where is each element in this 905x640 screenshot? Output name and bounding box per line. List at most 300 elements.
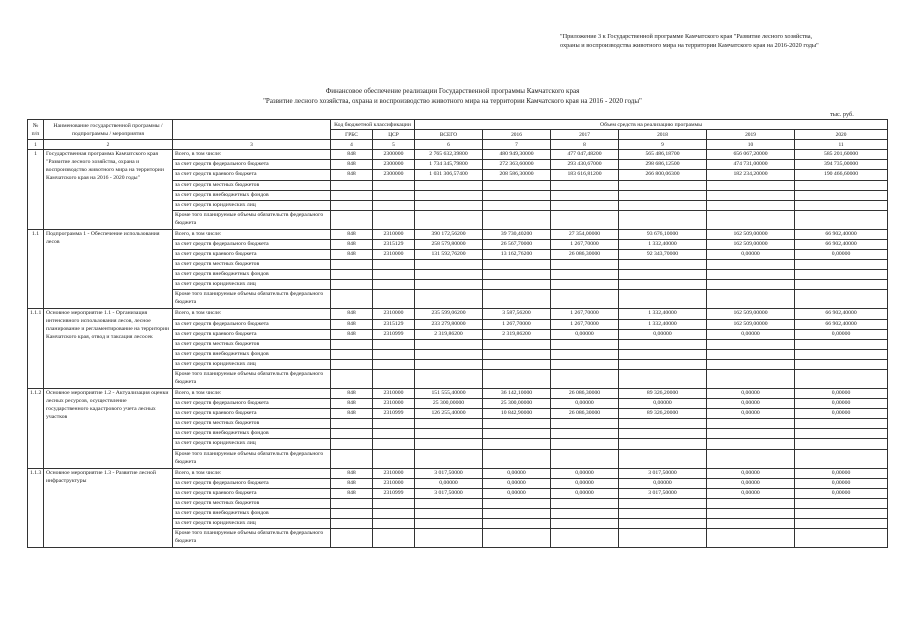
amount-cell: 0,00000 bbox=[619, 399, 707, 409]
amount-cell bbox=[483, 508, 551, 518]
amount-cell: 126 255,40000 bbox=[415, 409, 483, 419]
csr-code bbox=[373, 270, 415, 280]
amount-cell bbox=[483, 260, 551, 270]
funding-source: за счет средств внебюджетных фондов bbox=[173, 508, 331, 518]
amount-cell bbox=[619, 369, 707, 388]
amount-cell: 27 354,00000 bbox=[551, 229, 619, 239]
csr-code: 2310000 bbox=[373, 250, 415, 260]
amount-cell bbox=[707, 529, 795, 548]
amount-cell bbox=[619, 180, 707, 190]
amount-cell bbox=[707, 359, 795, 369]
header-name: Наименование государственной программы / подпрограммы / мероприятия bbox=[44, 120, 173, 140]
header-2019: 2019 bbox=[707, 130, 795, 140]
amount-cell: 477 047,48200 bbox=[551, 150, 619, 160]
csr-code: 2310000 bbox=[373, 229, 415, 239]
funding-source: за счет средств краевого бюджета bbox=[173, 170, 331, 180]
csr-code bbox=[373, 210, 415, 229]
amount-cell: 162 509,00000 bbox=[707, 239, 795, 249]
amount-cell: 0,00000 bbox=[551, 478, 619, 488]
program-name: Подпрограмма 1 - Обеспечение использования лесов bbox=[44, 229, 173, 309]
amount-cell: 0,00000 bbox=[707, 409, 795, 419]
amount-cell: 1 734 345,79800 bbox=[415, 160, 483, 170]
header-code: Код бюджетной классификации bbox=[331, 120, 415, 130]
amount-cell bbox=[551, 349, 619, 359]
amount-cell bbox=[795, 290, 888, 309]
grbs-code: 848 bbox=[331, 319, 373, 329]
funding-source: за счет средств местных бюджетов bbox=[173, 339, 331, 349]
header-2018: 2018 bbox=[619, 130, 707, 140]
csr-code bbox=[373, 519, 415, 529]
amount-cell bbox=[415, 439, 483, 449]
csr-code bbox=[373, 498, 415, 508]
table-row bbox=[28, 468, 888, 478]
amount-cell bbox=[619, 270, 707, 280]
csr-code bbox=[373, 180, 415, 190]
csr-code: 2310000 bbox=[373, 309, 415, 319]
amount-cell bbox=[415, 200, 483, 210]
grbs-code bbox=[331, 349, 373, 359]
amount-cell bbox=[707, 260, 795, 270]
amount-cell bbox=[483, 439, 551, 449]
csr-code bbox=[373, 349, 415, 359]
csr-code: 2310999 bbox=[373, 409, 415, 419]
appendix-note-line: "Приложение 3 к Государственной программе Камчатского края "Развитие лесного хозяйства, bbox=[560, 33, 813, 40]
funding-source: за счет средств внебюджетных фондов bbox=[173, 270, 331, 280]
funding-source: Всего, в том числе: bbox=[173, 388, 331, 398]
amount-cell bbox=[707, 349, 795, 359]
header-2017: 2017 bbox=[551, 130, 619, 140]
amount-cell: 93 676,10000 bbox=[619, 229, 707, 239]
amount-cell: 162 509,00000 bbox=[707, 229, 795, 239]
amount-cell: 0,00000 bbox=[707, 399, 795, 409]
amount-cell: 162 509,00000 bbox=[707, 319, 795, 329]
csr-code bbox=[373, 508, 415, 518]
amount-cell bbox=[483, 529, 551, 548]
amount-cell bbox=[415, 419, 483, 429]
amount-cell bbox=[795, 339, 888, 349]
table-row bbox=[28, 309, 888, 319]
amount-cell: 1 267,70000 bbox=[483, 319, 551, 329]
amount-cell bbox=[619, 200, 707, 210]
amount-cell bbox=[483, 190, 551, 200]
amount-cell bbox=[551, 280, 619, 290]
amount-cell: 0,00000 bbox=[795, 468, 888, 478]
header-index-cell: 11 bbox=[795, 140, 888, 150]
amount-cell bbox=[483, 369, 551, 388]
amount-cell: 0,00000 bbox=[707, 388, 795, 398]
amount-cell: 25 300,00000 bbox=[483, 399, 551, 409]
amount-cell bbox=[795, 180, 888, 190]
amount-cell: 2 765 632,39800 bbox=[415, 150, 483, 160]
grbs-code: 848 bbox=[331, 468, 373, 478]
row-number: 1.1 bbox=[28, 229, 44, 309]
row-number: 1 bbox=[28, 150, 44, 230]
amount-cell: 26 567,70000 bbox=[483, 239, 551, 249]
funding-source: за счет средств юридических лиц bbox=[173, 519, 331, 529]
amount-cell: 151 555,40000 bbox=[415, 388, 483, 398]
amount-cell: 0,00000 bbox=[551, 488, 619, 498]
amount-cell: 474 731,00000 bbox=[707, 160, 795, 170]
amount-cell bbox=[707, 280, 795, 290]
grbs-code bbox=[331, 439, 373, 449]
header-index-cell: 3 bbox=[173, 140, 331, 150]
document-title bbox=[0, 86, 905, 106]
amount-cell bbox=[551, 508, 619, 518]
amount-cell bbox=[551, 529, 619, 548]
amount-cell bbox=[483, 290, 551, 309]
amount-cell bbox=[483, 519, 551, 529]
funding-source: за счет средств местных бюджетов bbox=[173, 260, 331, 270]
amount-cell: 3 017,50000 bbox=[415, 468, 483, 478]
grbs-code bbox=[331, 210, 373, 229]
amount-cell: 3 017,50000 bbox=[619, 468, 707, 478]
amount-cell bbox=[619, 359, 707, 369]
amount-cell bbox=[483, 359, 551, 369]
grbs-code bbox=[331, 190, 373, 200]
amount-cell: 0,00000 bbox=[707, 488, 795, 498]
amount-cell bbox=[619, 449, 707, 468]
amount-cell bbox=[483, 210, 551, 229]
amount-cell bbox=[619, 429, 707, 439]
grbs-code: 848 bbox=[331, 329, 373, 339]
amount-cell bbox=[551, 429, 619, 439]
amount-cell: 10 842,90000 bbox=[483, 409, 551, 419]
appendix-note bbox=[560, 32, 890, 50]
amount-cell bbox=[795, 270, 888, 280]
grbs-code: 848 bbox=[331, 239, 373, 249]
amount-cell bbox=[619, 529, 707, 548]
grbs-code: 848 bbox=[331, 150, 373, 160]
amount-cell bbox=[415, 280, 483, 290]
amount-cell bbox=[619, 439, 707, 449]
amount-cell bbox=[619, 498, 707, 508]
grbs-code bbox=[331, 449, 373, 468]
amount-cell: 480 949,30000 bbox=[483, 150, 551, 160]
amount-cell bbox=[551, 419, 619, 429]
row-number: 1.1.1 bbox=[28, 309, 44, 389]
csr-code: 2310000 bbox=[373, 468, 415, 478]
funding-source: за счет средств краевого бюджета bbox=[173, 250, 331, 260]
amount-cell: 3 017,50000 bbox=[415, 488, 483, 498]
amount-cell bbox=[619, 260, 707, 270]
csr-code bbox=[373, 200, 415, 210]
funding-source: за счет средств федерального бюджета bbox=[173, 160, 331, 170]
amount-cell: 565 486,18700 bbox=[619, 150, 707, 160]
table-row bbox=[28, 388, 888, 398]
amount-cell bbox=[795, 190, 888, 200]
amount-cell bbox=[483, 429, 551, 439]
program-name: Основное мероприятие 1.2 - Актуализация оценки лесных ресурсов, осуществление государственного кадастрового учета лесных участков bbox=[44, 388, 173, 468]
funding-source: за счет средств краевого бюджета bbox=[173, 329, 331, 339]
amount-cell bbox=[551, 210, 619, 229]
amount-cell bbox=[795, 498, 888, 508]
amount-cell bbox=[795, 359, 888, 369]
amount-cell bbox=[619, 519, 707, 529]
amount-cell: 89 326,20000 bbox=[619, 409, 707, 419]
amount-cell bbox=[707, 429, 795, 439]
amount-cell bbox=[795, 369, 888, 388]
amount-cell: 266 800,06300 bbox=[619, 170, 707, 180]
funding-source: за счет средств федерального бюджета bbox=[173, 399, 331, 409]
amount-cell bbox=[483, 498, 551, 508]
header-index-cell: 5 bbox=[373, 140, 415, 150]
grbs-code: 848 bbox=[331, 478, 373, 488]
csr-code: 2310000 bbox=[373, 478, 415, 488]
amount-cell bbox=[415, 349, 483, 359]
amount-cell: 13 162,76200 bbox=[483, 250, 551, 260]
funding-source: Кроме того планируемые объемы обязательств федерального бюджета bbox=[173, 290, 331, 309]
funding-source: за счет средств внебюджетных фондов bbox=[173, 429, 331, 439]
amount-cell bbox=[707, 439, 795, 449]
funding-source: Кроме того планируемые объемы обязательств федерального бюджета bbox=[173, 449, 331, 468]
csr-code bbox=[373, 429, 415, 439]
amount-cell: 1 332,40000 bbox=[619, 309, 707, 319]
grbs-code bbox=[331, 419, 373, 429]
funding-source: Всего, в том числе: bbox=[173, 150, 331, 160]
amount-cell bbox=[551, 339, 619, 349]
grbs-code: 848 bbox=[331, 388, 373, 398]
amount-cell: 89 326,20000 bbox=[619, 388, 707, 398]
amount-cell bbox=[551, 439, 619, 449]
header-index-row bbox=[28, 140, 888, 150]
csr-code: 2310000 bbox=[373, 388, 415, 398]
amount-cell bbox=[707, 180, 795, 190]
grbs-code bbox=[331, 519, 373, 529]
csr-code bbox=[373, 419, 415, 429]
grbs-code bbox=[331, 359, 373, 369]
amount-cell bbox=[707, 498, 795, 508]
amount-cell bbox=[707, 339, 795, 349]
amount-cell bbox=[551, 519, 619, 529]
header-total: ВСЕГО bbox=[415, 130, 483, 140]
funding-source: за счет средств местных бюджетов bbox=[173, 498, 331, 508]
table-body bbox=[28, 150, 888, 548]
header-index-cell: 1 bbox=[28, 140, 44, 150]
amount-cell bbox=[483, 339, 551, 349]
header-2016: 2016 bbox=[483, 130, 551, 140]
amount-cell bbox=[415, 508, 483, 518]
funding-source: Кроме того планируемые объемы обязательств федерального бюджета bbox=[173, 369, 331, 388]
funding-source: за счет средств юридических лиц bbox=[173, 200, 331, 210]
csr-code: 2310000 bbox=[373, 399, 415, 409]
amount-cell bbox=[619, 339, 707, 349]
amount-cell: 2 319,86200 bbox=[483, 329, 551, 339]
funding-source: за счет средств местных бюджетов bbox=[173, 419, 331, 429]
amount-cell bbox=[551, 449, 619, 468]
header-index-cell: 6 bbox=[415, 140, 483, 150]
csr-code bbox=[373, 339, 415, 349]
program-name: Основное мероприятие 1.3 - Развитие лесной инфраструктуры bbox=[44, 468, 173, 548]
amount-cell: 0,00000 bbox=[483, 468, 551, 478]
csr-code bbox=[373, 260, 415, 270]
amount-cell bbox=[619, 210, 707, 229]
funding-source: за счет средств внебюджетных фондов bbox=[173, 190, 331, 200]
amount-cell: 235 599,06200 bbox=[415, 309, 483, 319]
amount-cell bbox=[707, 290, 795, 309]
program-name: Государственная программа Камчатского края "Развитие лесного хозяйства, охрана и воспроизводство животного мира на территории Камчатского края на 2016 - 2020 годы" bbox=[44, 150, 173, 230]
title-line-1: Финансовое обеспечение реализации Государственной программы Камчатского края bbox=[325, 87, 580, 95]
amount-cell: 0,00000 bbox=[707, 468, 795, 478]
amount-cell: 3 017,50000 bbox=[619, 488, 707, 498]
amount-cell: 0,00000 bbox=[795, 478, 888, 488]
amount-cell: 66 902,40000 bbox=[795, 239, 888, 249]
amount-cell bbox=[415, 498, 483, 508]
amount-cell bbox=[551, 260, 619, 270]
amount-cell bbox=[707, 519, 795, 529]
funding-source: за счет средств федерального бюджета bbox=[173, 478, 331, 488]
amount-cell: 0,00000 bbox=[415, 478, 483, 488]
funding-source: Кроме того планируемые объемы обязательств федерального бюджета bbox=[173, 210, 331, 229]
amount-cell bbox=[795, 519, 888, 529]
amount-cell: 0,00000 bbox=[551, 468, 619, 478]
amount-cell bbox=[707, 190, 795, 200]
table-row bbox=[28, 150, 888, 160]
amount-cell: 298 686,12500 bbox=[619, 160, 707, 170]
amount-cell: 585 201,60000 bbox=[795, 150, 888, 160]
amount-cell: 208 586,30000 bbox=[483, 170, 551, 180]
financing-table bbox=[27, 119, 888, 548]
amount-cell: 162 509,00000 bbox=[707, 309, 795, 319]
amount-cell bbox=[619, 349, 707, 359]
amount-cell: 390 172,56200 bbox=[415, 229, 483, 239]
header-csr: ЦСР bbox=[373, 130, 415, 140]
row-number: 1.1.2 bbox=[28, 388, 44, 468]
amount-cell: 0,00000 bbox=[795, 329, 888, 339]
grbs-code bbox=[331, 339, 373, 349]
header-index-cell: 4 bbox=[331, 140, 373, 150]
amount-cell: 66 902,40000 bbox=[795, 229, 888, 239]
funding-source: Всего, в том числе: bbox=[173, 468, 331, 478]
amount-cell bbox=[551, 270, 619, 280]
amount-cell: 66 902,40000 bbox=[795, 319, 888, 329]
amount-cell: 0,00000 bbox=[795, 399, 888, 409]
header-volume: Объем средств на реализацию программы bbox=[415, 120, 888, 130]
amount-cell bbox=[795, 260, 888, 270]
header-index-cell: 7 bbox=[483, 140, 551, 150]
amount-cell: 0,00000 bbox=[795, 250, 888, 260]
program-name: Основное мероприятие 1.1 - Организация интенсивного использования лесов, лесное планирование и регламентирование на территории Камчатского края, отвод и таксация лесосек bbox=[44, 309, 173, 389]
funding-source: за счет средств юридических лиц bbox=[173, 359, 331, 369]
amount-cell bbox=[551, 290, 619, 309]
amount-cell bbox=[415, 529, 483, 548]
funding-source: за счет средств федерального бюджета bbox=[173, 319, 331, 329]
amount-cell bbox=[415, 519, 483, 529]
amount-cell bbox=[707, 508, 795, 518]
amount-cell bbox=[415, 359, 483, 369]
amount-cell: 0,00000 bbox=[707, 478, 795, 488]
csr-code bbox=[373, 190, 415, 200]
amount-cell bbox=[707, 200, 795, 210]
csr-code bbox=[373, 439, 415, 449]
grbs-code: 848 bbox=[331, 170, 373, 180]
header-index-cell: 8 bbox=[551, 140, 619, 150]
grbs-code bbox=[331, 429, 373, 439]
amount-cell: 0,00000 bbox=[707, 250, 795, 260]
header-index-cell: 10 bbox=[707, 140, 795, 150]
csr-code bbox=[373, 369, 415, 388]
grbs-code bbox=[331, 529, 373, 548]
funding-source: за счет средств местных бюджетов bbox=[173, 180, 331, 190]
header-grbs: ГРБС bbox=[331, 130, 373, 140]
amount-cell bbox=[619, 280, 707, 290]
grbs-code bbox=[331, 290, 373, 309]
amount-cell: 1 031 306,57400 bbox=[415, 170, 483, 180]
amount-cell: 66 902,40000 bbox=[795, 309, 888, 319]
amount-cell: 0,00000 bbox=[483, 478, 551, 488]
amount-cell bbox=[551, 369, 619, 388]
amount-cell bbox=[707, 369, 795, 388]
amount-cell bbox=[619, 419, 707, 429]
amount-cell: 0,00000 bbox=[795, 488, 888, 498]
amount-cell: 26 086,30000 bbox=[551, 250, 619, 260]
amount-cell: 0,00000 bbox=[619, 478, 707, 488]
amount-cell: 394 735,00000 bbox=[795, 160, 888, 170]
grbs-code: 848 bbox=[331, 160, 373, 170]
amount-cell bbox=[619, 290, 707, 309]
amount-cell bbox=[551, 200, 619, 210]
amount-cell bbox=[415, 180, 483, 190]
csr-code: 2315129 bbox=[373, 319, 415, 329]
row-number: 1.1.3 bbox=[28, 468, 44, 548]
amount-cell bbox=[795, 200, 888, 210]
amount-cell: 0,00000 bbox=[551, 399, 619, 409]
amount-cell bbox=[415, 270, 483, 280]
amount-cell bbox=[619, 190, 707, 200]
funding-source: за счет средств юридических лиц bbox=[173, 439, 331, 449]
funding-source: Всего, в том числе: bbox=[173, 229, 331, 239]
amount-cell: 131 592,76200 bbox=[415, 250, 483, 260]
amount-cell bbox=[415, 339, 483, 349]
amount-cell: 92 343,70000 bbox=[619, 250, 707, 260]
funding-source: за счет средств внебюджетных фондов bbox=[173, 349, 331, 359]
csr-code: 2310999 bbox=[373, 329, 415, 339]
amount-cell bbox=[795, 419, 888, 429]
appendix-note-line: охраны и воспроизводства животного мира на территории Камчатского края на 2016-2020 годы" bbox=[560, 42, 819, 49]
amount-cell bbox=[795, 439, 888, 449]
grbs-code bbox=[331, 369, 373, 388]
grbs-code bbox=[331, 498, 373, 508]
amount-cell: 656 067,20000 bbox=[707, 150, 795, 160]
grbs-code bbox=[331, 260, 373, 270]
csr-code bbox=[373, 449, 415, 468]
amount-cell bbox=[551, 190, 619, 200]
amount-cell bbox=[483, 270, 551, 280]
amount-cell bbox=[795, 349, 888, 359]
grbs-code: 848 bbox=[331, 250, 373, 260]
amount-cell: 39 730,40200 bbox=[483, 229, 551, 239]
amount-cell: 182 234,20000 bbox=[707, 170, 795, 180]
amount-cell: 258 579,80000 bbox=[415, 239, 483, 249]
funding-source: Кроме того планируемые объемы обязательств федерального бюджета bbox=[173, 529, 331, 548]
amount-cell bbox=[483, 180, 551, 190]
amount-cell: 3 587,56200 bbox=[483, 309, 551, 319]
header-index-cell: 9 bbox=[619, 140, 707, 150]
amount-cell bbox=[551, 498, 619, 508]
amount-cell: 0,00000 bbox=[795, 388, 888, 398]
amount-cell: 183 616,81200 bbox=[551, 170, 619, 180]
grbs-code: 848 bbox=[331, 409, 373, 419]
amount-cell: 25 300,00000 bbox=[415, 399, 483, 409]
header-num: № п/п bbox=[28, 120, 44, 140]
amount-cell: 26 086,30000 bbox=[551, 388, 619, 398]
amount-cell bbox=[795, 529, 888, 548]
csr-code: 2310999 bbox=[373, 488, 415, 498]
amount-cell: 26 086,30000 bbox=[551, 409, 619, 419]
amount-cell bbox=[795, 280, 888, 290]
amount-cell bbox=[795, 210, 888, 229]
amount-cell bbox=[415, 369, 483, 388]
amount-cell: 1 332,40000 bbox=[619, 239, 707, 249]
